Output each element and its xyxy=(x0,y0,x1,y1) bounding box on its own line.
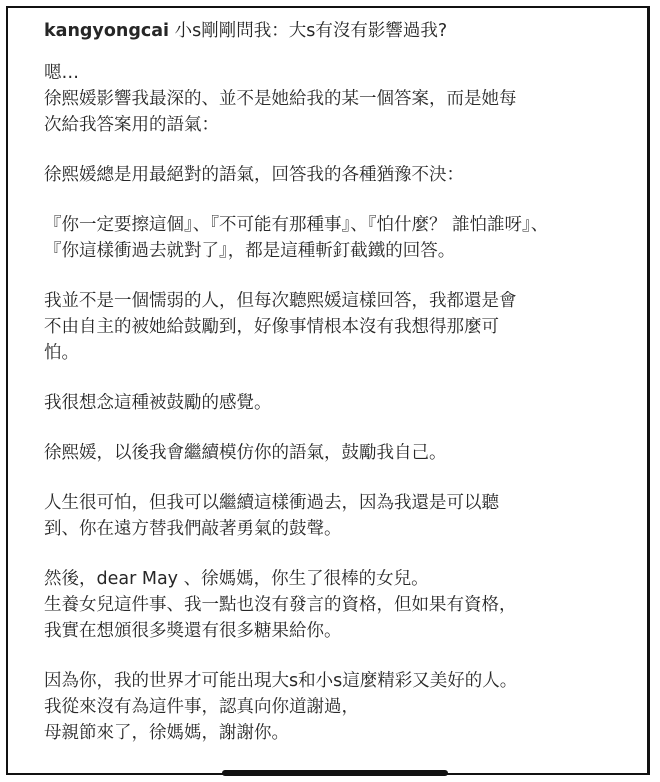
caption-line: 生養女兒這件事、我一點也沒有發言的資格，但如果有資格， xyxy=(44,595,517,615)
caption-body xyxy=(44,60,644,746)
caption-paragraph xyxy=(44,440,644,466)
caption-line: 人生很可怕，但我可以繼續這樣衝過去，因為我還是可以聽 xyxy=(44,493,499,513)
caption-line: 徐熙媛影響我最深的、並不是她給我的某一個答案，而是她每 xyxy=(44,89,517,109)
caption-line: 徐熙媛總是用最絕對的語氣，回答我的各種猶豫不決： xyxy=(44,165,464,185)
caption-line: 母親節來了，徐媽媽，謝謝你。 xyxy=(44,723,289,743)
caption-line: 我實在想頒很多獎還有很多糖果給你。 xyxy=(44,621,342,641)
post-caption xyxy=(44,18,644,770)
caption-line: 不由自主的被她給鼓勵到，好像事情根本沒有我想得那麼可 xyxy=(44,317,499,337)
caption-line: 我並不是一個懦弱的人，但每次聽熙媛這樣回答，我都還是會 xyxy=(44,291,517,311)
caption-paragraph xyxy=(44,60,644,86)
caption-line: 我很想念這種被鼓勵的感覺。 xyxy=(44,393,272,413)
caption-paragraph xyxy=(44,212,644,264)
caption-line: 到、你在遠方替我們敲著勇氣的鼓聲。 xyxy=(44,519,342,539)
caption-line: 嗯… xyxy=(44,63,79,83)
caption-line: 因為你，我的世界才可能出現大s和小s這麼精彩又美好的人。 xyxy=(44,671,518,691)
caption-line: 『你這樣衝過去就對了』，都是這種斬釘截鐵的回答。 xyxy=(44,241,456,261)
caption-line: 徐熙媛，以後我會繼續模仿你的語氣，鼓勵我自己。 xyxy=(44,443,447,463)
caption-line: 我從來沒有為這件事，認真向你道謝過， xyxy=(44,697,359,717)
caption-paragraph xyxy=(44,288,644,366)
caption-paragraph xyxy=(44,566,644,644)
caption-header xyxy=(44,18,644,44)
caption-paragraph xyxy=(44,490,644,542)
caption-line: 次給我答案用的語氣： xyxy=(44,115,219,135)
caption-paragraph xyxy=(44,162,644,188)
caption-line: 『你一定要擦這個』、『不可能有那種事』、『怕什麼？ 誰怕誰呀』、 xyxy=(44,215,549,235)
caption-paragraph xyxy=(44,668,644,746)
caption-line: 怕。 xyxy=(44,343,79,363)
screenshot-frame xyxy=(6,6,650,775)
header-text: 小s剛剛問我：大s有沒有影響過我? xyxy=(174,21,448,41)
caption-paragraph xyxy=(44,86,644,138)
home-indicator xyxy=(222,770,448,776)
username-link[interactable]: kangyongcai xyxy=(44,21,170,41)
caption-paragraph xyxy=(44,390,644,416)
caption-line: 然後，dear May 、徐媽媽，你生了很棒的女兒。 xyxy=(44,569,429,589)
